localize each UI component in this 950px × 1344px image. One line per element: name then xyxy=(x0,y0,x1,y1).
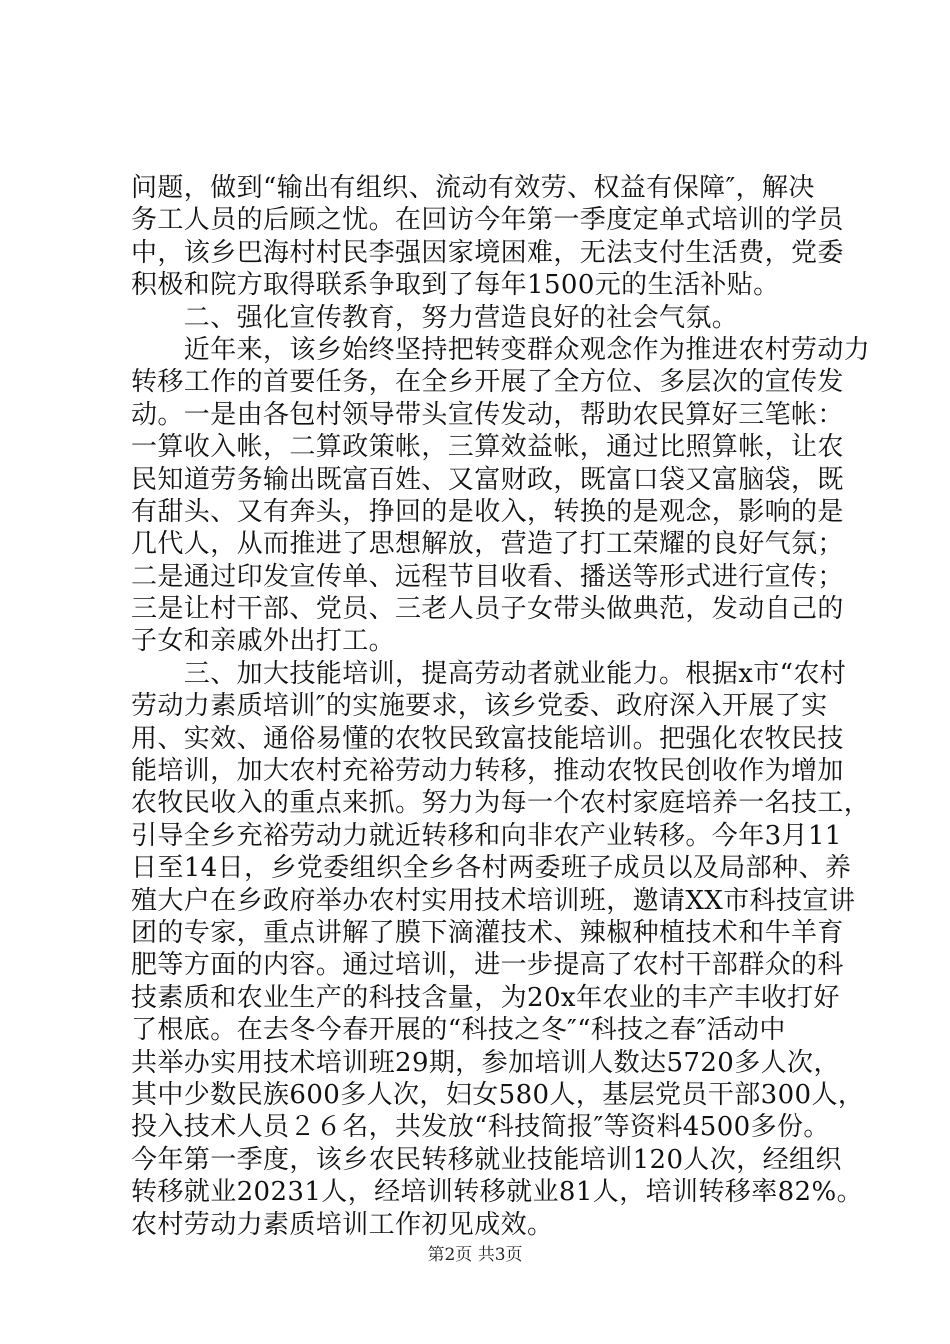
text-line: 肥等方面的内容。通过培训，进一步提高了农村干部群众的科 xyxy=(131,950,844,981)
text-line: 转移就业20231人，经培训转移就业81人，培训转移率82%。 xyxy=(131,1177,863,1208)
text-line: 今年第一季度，该乡农民转移就业技能培训120人次，经组织 xyxy=(131,1144,842,1175)
text-line: 劳动力素质培训″的实施要求，该乡党委、政府深入开展了实 xyxy=(131,691,828,722)
text-line: 三是让村干部、党员、三老人员子女带头做典范，发动自己的 xyxy=(131,594,844,625)
text-line: 中，该乡巴海村村民李强因家境困难，无法支付生活费，党委 xyxy=(131,237,844,268)
text-line: 务工人员的后顾之忧。在回访今年第一季度定单式培训的学员 xyxy=(131,205,844,236)
text-line: 殖大户在乡政府举办农村实用技术培训班，邀请XX市科技宣讲 xyxy=(131,885,856,916)
text-line: 能培训，加大农村充裕劳动力转移，推动农牧民创收作为增加 xyxy=(131,756,844,787)
text-line: 子女和亲戚外出打工。 xyxy=(131,626,396,657)
text-line: 农牧民收入的重点来抓。努力为每一个农村家庭培养一名技工， xyxy=(131,788,871,819)
text-line: 引导全乡充裕劳动力就近转移和向非农产业转移。今年3月11 xyxy=(131,820,842,851)
text-line: 投入技术人员２６名，共发放“科技简报″等资料4500多份。 xyxy=(131,1112,830,1143)
text-line: 动。一是由各包村领导带头宣传发动，帮助农民算好三笔帐： xyxy=(131,399,844,430)
text-line: 转移工作的首要任务，在全乡开展了全方位、多层次的宣传发 xyxy=(131,367,844,398)
text-line: 民知道劳务输出既富百姓、又富财政，既富口袋又富脑袋，既 xyxy=(131,464,844,495)
text-line: 积极和院方取得联系争取到了每年1500元的生活补贴。 xyxy=(131,270,780,301)
body-text xyxy=(131,172,871,1241)
text-line: 日至14日，乡党委组织全乡各村两委班子成员以及局部种、养 xyxy=(131,853,852,884)
text-line: 技素质和农业生产的科技含量，为20x年农业的丰产丰收打好 xyxy=(131,982,840,1013)
text-line: 团的专家，重点讲解了膜下滴灌技术、辣椒种植技术和牛羊育 xyxy=(131,917,844,948)
text-line: 其中少数民族600多人次，妇女580人，基层党员干部300人， xyxy=(131,1079,865,1110)
text-line: 有甜头、又有奔头，挣回的是收入，转换的是观念，影响的是 xyxy=(131,496,844,527)
section-heading: 二、强化宣传教育，努力营造良好的社会气氛。 xyxy=(131,302,739,333)
text-line: 共举办实用技术培训班29期，参加培训人数达5720多人次， xyxy=(131,1047,840,1078)
text-line: 了根底。在去冬今春开展的“科技之冬″“科技之春″活动中 xyxy=(131,1015,786,1046)
text-line: 用、实效、通俗易懂的农牧民致富技能培训。把强化农牧民技 xyxy=(131,723,844,754)
page-number-footer: 第2页 共3页 xyxy=(427,1245,523,1265)
text-line: 二是通过印发宣传单、远程节目收看、播送等形式进行宣传； xyxy=(131,561,844,592)
text-line: 近年来，该乡始终坚持把转变群众观念作为推进农村劳动力 xyxy=(131,334,871,365)
text-line: 问题，做到“输出有组织、流动有效劳、权益有保障″，解决 xyxy=(131,173,815,203)
text-line: 几代人，从而推进了思想解放，营造了打工荣耀的良好气氛； xyxy=(131,529,844,560)
section-heading: 三、加大技能培训，提高劳动者就业能力。根据x市“农村 xyxy=(131,658,847,689)
text-line: 一算收入帐，二算政策帐，三算效益帐，通过比照算帐，让农 xyxy=(131,432,844,463)
text-line: 农村劳动力素质培训工作初见成效。 xyxy=(131,1209,554,1240)
